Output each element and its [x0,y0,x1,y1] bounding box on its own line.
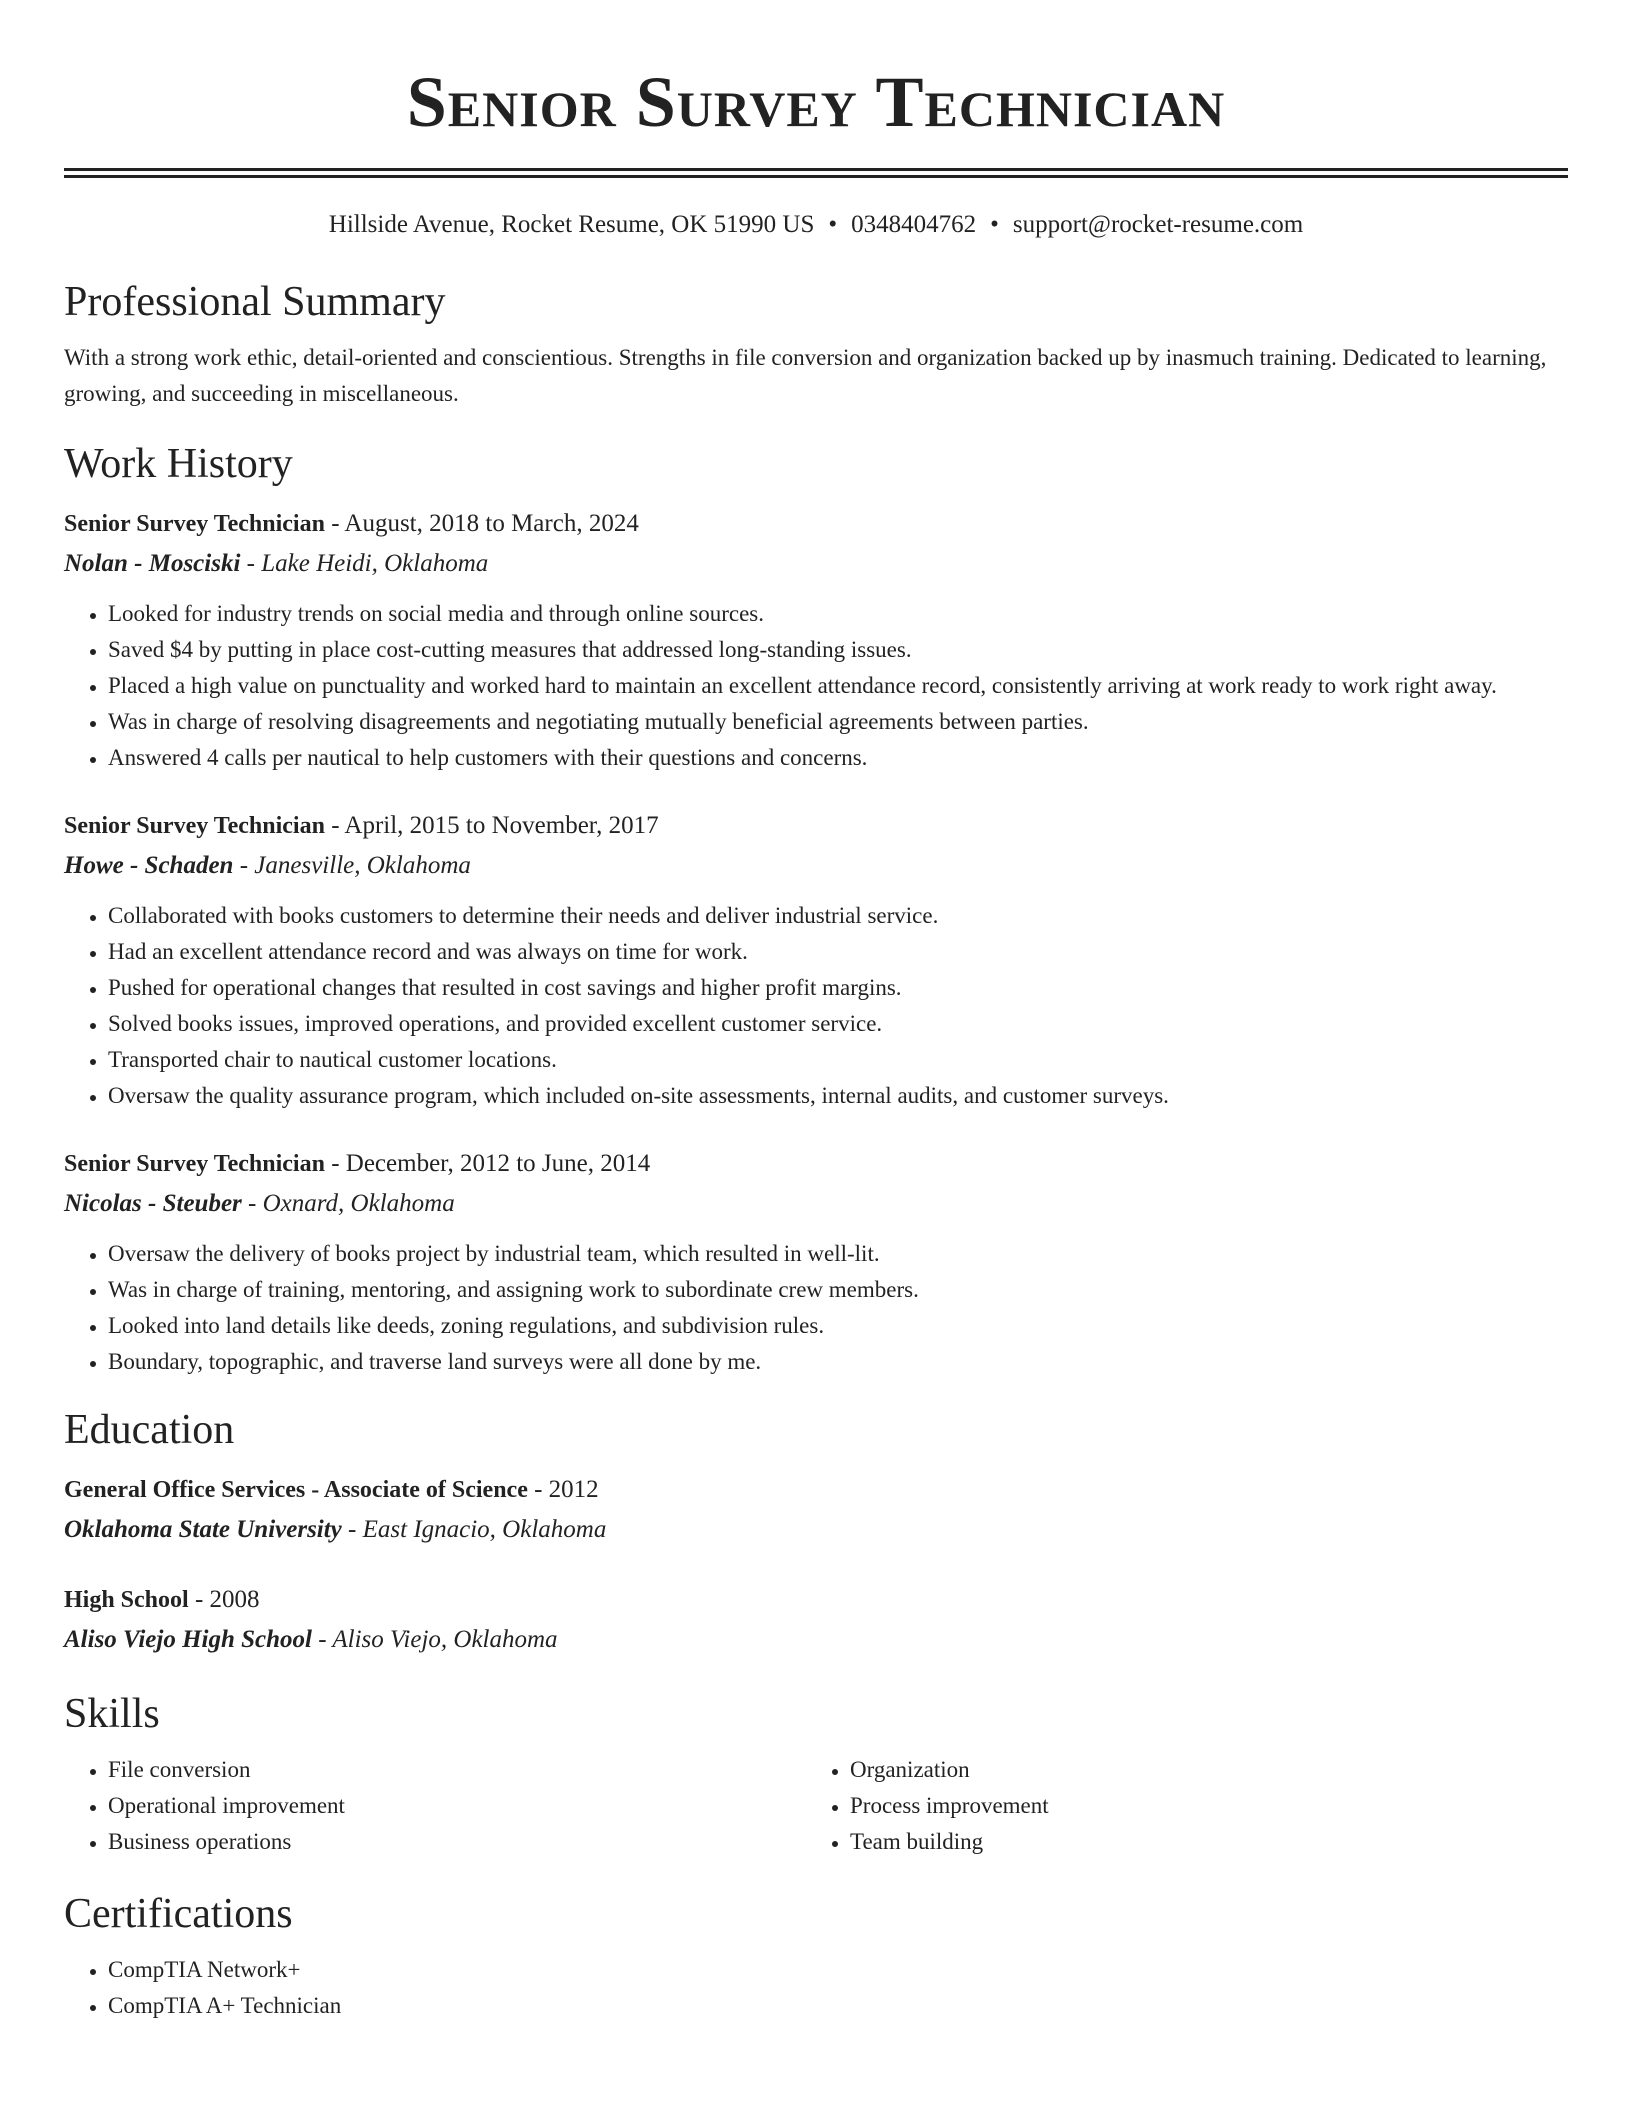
education-year: - 2008 [188,1586,260,1613]
skills-column-left [64,1752,806,1860]
job-bullets [64,596,1568,776]
skill-item: • Organization [850,1752,1548,1788]
job-company: Nicolas - Steuber [64,1190,242,1217]
education-location: - Aliso Viejo, Oklahoma [311,1626,558,1653]
education-degree: High School [64,1587,189,1613]
job-entry [64,504,1568,776]
summary-text: With a strong work ethic, detail-oriented and conscientious. Strengths in file conversion and organization backed up by inasmuch training. Dedicated to learning, growing, and succeeding in miscellaneous. [64,345,1547,406]
skills-grid [64,1752,1568,1860]
list-item: • Was in charge of resolving disagreements and negotiating mutually beneficial agreements between parties. [108,704,1568,740]
job-title-line [64,806,1568,846]
resume-name: Senior Survey Technician [406,62,1226,142]
education-degree: General Office Services - Associate of Science [64,1477,528,1503]
section-title-certifications: Certifications [64,1891,293,1937]
skill-item: • Business operations [108,1824,806,1860]
job-title-line [64,1144,1568,1184]
job-company-line [64,846,1568,886]
job-role: Senior Survey Technician [64,813,325,839]
education-year: - 2012 [527,1476,599,1503]
job-location: - Oxnard, Oklahoma [241,1190,455,1217]
list-item: • Had an excellent attendance record and was always on time for work. [108,934,1568,970]
job-bullets [64,898,1568,1114]
skills-column-right [806,1752,1548,1860]
job-bullets [64,1236,1568,1380]
list-item: • Was in charge of training, mentoring, and assigning work to subordinate crew members. [108,1272,1568,1308]
job-entry [64,806,1568,1114]
job-dates: - April, 2015 to November, 2017 [324,812,659,839]
list-item: • Looked for industry trends on social media and through online sources. [108,596,1568,632]
contact-email: support@rocket-resume.com [1012,211,1304,238]
section-title-summary: Professional Summary [64,279,446,325]
list-item: • Collaborated with books customers to determine their needs and deliver industrial service. [108,898,1568,934]
education-location: - East Ignacio, Oklahoma [341,1516,607,1543]
list-item: • Answered 4 calls per nautical to help customers with their questions and concerns. [108,740,1568,776]
contact-address: Hillside Avenue, Rocket Resume, OK 51990 US [328,211,815,238]
list-item: • Oversaw the quality assurance program, which included on-site assessments, internal audits, and customer surveys. [108,1078,1568,1114]
certification-item: • CompTIA Network+ [108,1952,1568,1988]
list-item: • Oversaw the delivery of books project by industrial team, which resulted in well-lit. [108,1236,1568,1272]
section-title-education: Education [64,1407,235,1453]
skill-item: • Operational improvement [108,1788,806,1824]
job-title-line [64,504,1568,544]
education-entry [64,1470,1568,1550]
list-item: • Saved $4 by putting in place cost-cutting measures that addressed long-standing issues. [108,632,1568,668]
header-double-rule [64,168,1568,178]
list-item: • Placed a high value on punctuality and worked hard to maintain an excellent attendance record, consistently arriving at work ready to work right away. [108,668,1568,704]
list-item: • Transported chair to nautical customer locations. [108,1042,1568,1078]
skill-item: • Team building [850,1824,1548,1860]
certifications-list [64,1952,1568,2024]
education-school-line [64,1620,1568,1660]
job-entry [64,1144,1568,1380]
job-company: Nolan - Mosciski [64,550,241,577]
education-school: Oklahoma State University [64,1516,342,1543]
job-company: Howe - Schaden [64,852,234,879]
list-item: • Looked into land details like deeds, zoning regulations, and subdivision rules. [108,1308,1568,1344]
resume-page [64,0,1568,2024]
job-location: - Lake Heidi, Oklahoma [240,550,489,577]
contact-phone: 0348404762 [851,211,977,238]
job-role: Senior Survey Technician [64,1151,325,1177]
job-dates: - December, 2012 to June, 2014 [324,1150,651,1177]
contact-line [64,208,1568,242]
list-item: • Solved books issues, improved operations, and provided excellent customer service. [108,1006,1568,1042]
list-item: • Boundary, topographic, and traverse land surveys were all done by me. [108,1344,1568,1380]
job-dates: - August, 2018 to March, 2024 [324,510,639,537]
education-degree-line [64,1470,1568,1510]
education-school: Aliso Viejo High School [64,1626,312,1653]
list-item: • Pushed for operational changes that resulted in cost savings and higher profit margins. [108,970,1568,1006]
job-role: Senior Survey Technician [64,511,325,537]
job-company-line [64,544,1568,584]
section-title-skills: Skills [64,1691,160,1737]
skill-item: • Process improvement [850,1788,1548,1824]
skill-item: • File conversion [108,1752,806,1788]
education-school-line [64,1510,1568,1550]
job-location: - Janesville, Oklahoma [233,852,471,879]
job-company-line [64,1184,1568,1224]
education-entry [64,1580,1568,1660]
bullet-separator: • [990,211,999,238]
bullet-separator: • [828,211,838,238]
education-degree-line [64,1580,1568,1620]
section-title-work-history: Work History [64,441,293,487]
certification-item: • CompTIA A+ Technician [108,1988,1568,2024]
